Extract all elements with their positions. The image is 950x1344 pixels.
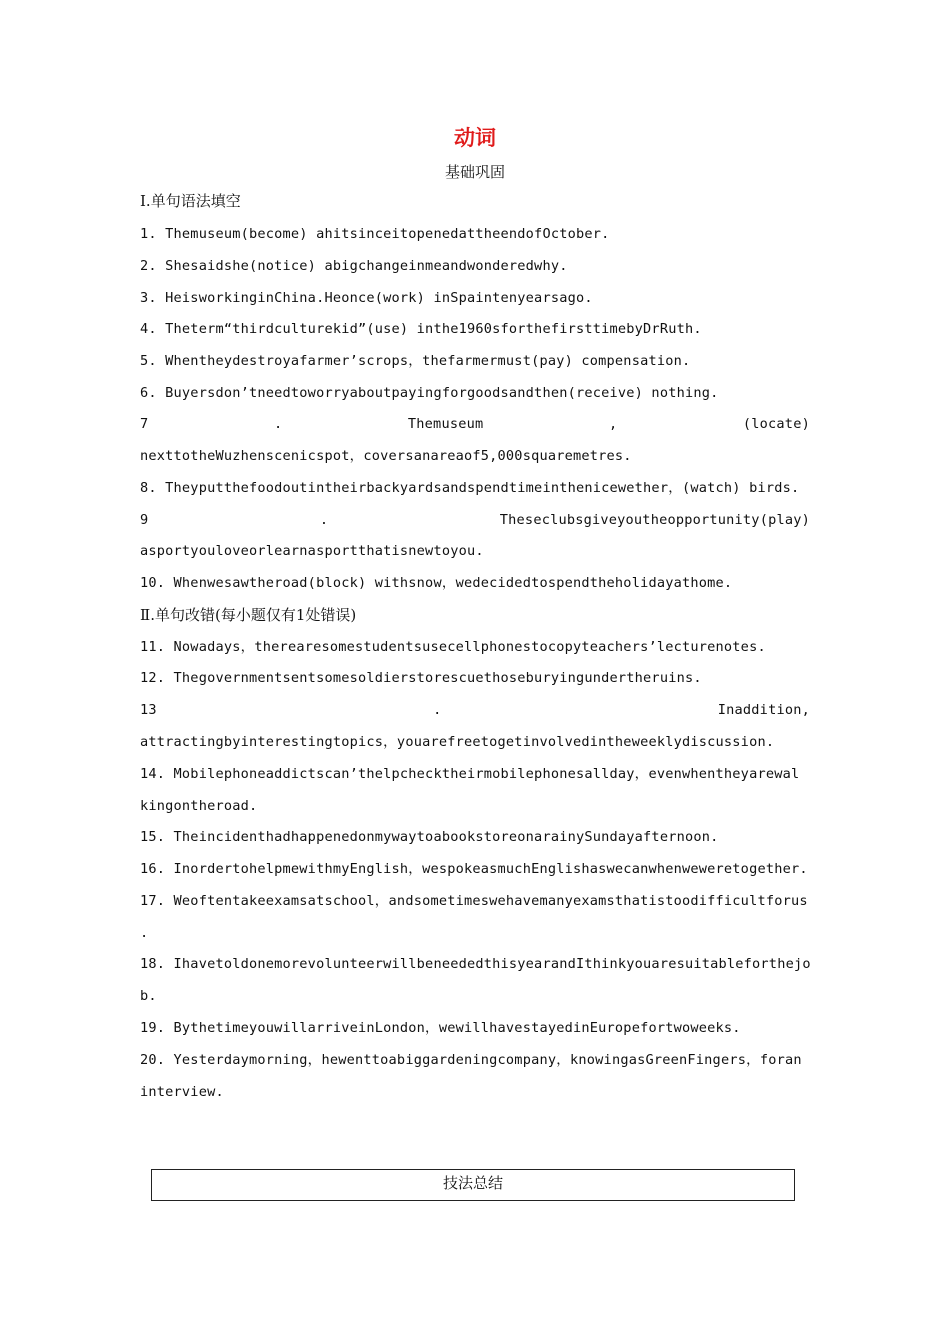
- question-13-line-1: [140, 698, 810, 722]
- question-15: 15. TheincidenthadhappenedonmywaytoabookstoreonarainySundayafternoon.: [140, 829, 719, 845]
- question-18-line-2: b.: [140, 988, 157, 1004]
- question-11: 11. Nowadays，therearesomestudentsusecellphonestocopyteachers’lecturenotes.: [140, 639, 766, 655]
- page-title: 动词: [454, 126, 496, 150]
- question-13-text: Inaddition,: [717, 702, 810, 718]
- question-2: 2. Shesaidshe(notice) abigchangeinmeandwonderedwhy.: [140, 258, 568, 274]
- page-subtitle: 基础巩固: [444, 163, 505, 181]
- question-9-line-1: [140, 508, 810, 532]
- question-1: 1. Themuseum(become) ahitsinceitopenedattheendofOctober.: [140, 226, 610, 242]
- question-7-line-1: [140, 412, 810, 436]
- question-6: 6. Buyersdon’tneedtoworryaboutpayingforgoodsandthen(receive) nothing.: [140, 385, 719, 401]
- question-13-dot: .: [433, 702, 442, 718]
- question-8: 8. Theyputthefoodoutintheirbackyardsandspendtimeinthenicewether，(watch) birds.: [140, 480, 800, 496]
- question-10: 10. Whenwesawtheroad(block) withsnow，wedecidedtospendtheholidayathome.: [140, 575, 733, 591]
- question-12: 12. Thegovernmentsentsomesoldierstorescuethoseburyingundertheruins.: [140, 670, 702, 686]
- question-9-dot: .: [319, 512, 329, 528]
- question-7-line-2: nexttotheWuzhenscenicspot，coversanareaof5,000squaremetres.: [140, 448, 632, 464]
- question-17-line-1: 17. Weoftentakeexamsatschool，andsometimeswehavemanyexamsthatistoodifficultforus: [140, 893, 808, 909]
- question-17-line-2: .: [140, 925, 149, 941]
- section-heading-2: Ⅱ.单句改错(每小题仅有1处错误): [140, 606, 357, 624]
- question-7-word-2: (locate): [742, 416, 810, 432]
- question-7-dot: .: [273, 416, 283, 432]
- question-4: 4. Theterm“thirdculturekid”(use) inthe1960sforthefirsttimebyDrRuth.: [140, 321, 702, 337]
- question-13-number: 13: [140, 702, 157, 718]
- question-20-line-2: interview.: [140, 1084, 224, 1100]
- question-14-line-2: kingontheroad.: [140, 798, 258, 814]
- question-18-line-1: 18. IhavetoldonemorevolunteerwillbeneededthisyearandIthinkyouaresuitableforthejo: [140, 956, 811, 972]
- question-7-number: 7: [140, 416, 149, 432]
- question-7-comma: ,: [608, 416, 618, 432]
- question-5: 5. Whentheydestroyafarmer’scrops，thefarmermust(pay) compensation.: [140, 353, 691, 369]
- question-14-line-1: 14. Mobilephoneaddictscan’thelpchecktheirmobilephonesallday，evenwhentheyarewal: [140, 766, 800, 782]
- question-13-line-2: attractingbyinterestingtopics，youarefreetogetinvolvedintheweeklydiscussion.: [140, 734, 775, 750]
- question-19: 19. BythetimeyouwillarriveinLondon，wewillhavestayedinEuropefortwoweeks.: [140, 1020, 741, 1036]
- summary-box: [151, 1169, 795, 1201]
- summary-box-label: 技法总结: [442, 1174, 503, 1192]
- question-20-line-1: 20. Yesterdaymorning，hewenttoabiggardeningcompany，knowingasGreenFingers，foran: [140, 1052, 802, 1068]
- question-9-text: Theseclubsgiveyoutheopportunity(play): [499, 512, 810, 528]
- question-16: 16. InordertohelpmewithmyEnglish，wespokeasmuchEnglishaswecanwhenweweretogether.: [140, 861, 808, 877]
- question-7-word-1: Themuseum: [407, 416, 484, 432]
- question-3: 3. HeisworkinginChina.Heonce(work) inSpaintenyearsago.: [140, 290, 593, 306]
- question-9-line-2: asportyouloveorlearnasportthatisnewtoyou.: [140, 543, 484, 559]
- question-9-number: 9: [140, 512, 149, 528]
- section-heading-1: Ⅰ.单句语法填空: [140, 192, 241, 210]
